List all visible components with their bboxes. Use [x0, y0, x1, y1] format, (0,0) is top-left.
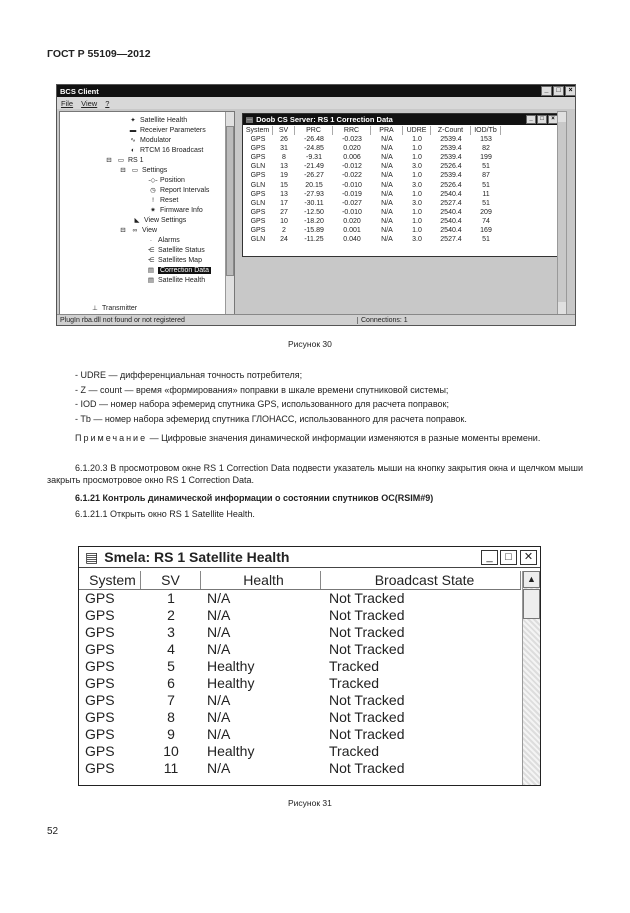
- section-heading-6-1-21: 6.1.21 Контроль динамической информации о состоянии спутников ОС(RSIM#9): [75, 493, 434, 503]
- table-row[interactable]: [79, 590, 521, 607]
- cell: 2540.4: [440, 208, 462, 216]
- cell: -11.25: [304, 236, 324, 244]
- cell: 2539.4: [440, 145, 462, 153]
- cell: N/A: [381, 163, 393, 171]
- modulator-icon: ∿: [130, 137, 136, 144]
- cell: GPS: [250, 190, 266, 198]
- expand-icon[interactable]: ⊟: [106, 157, 112, 164]
- cell: 0.001: [343, 227, 361, 235]
- cell: 7: [167, 692, 175, 708]
- cell: 2539.4: [440, 136, 462, 144]
- cell: PRA: [371, 126, 403, 135]
- cell: 1: [167, 590, 175, 606]
- minimize-button[interactable]: _: [526, 115, 536, 124]
- map-icon: ⋲: [147, 257, 155, 264]
- table-row: [243, 226, 501, 235]
- table-row: [243, 162, 501, 171]
- maximize-button[interactable]: □: [500, 550, 517, 565]
- cell: RRC: [333, 126, 371, 135]
- cell: 87: [482, 172, 490, 180]
- cell: N/A: [381, 154, 393, 162]
- cell: 2540.4: [440, 217, 462, 225]
- table-row[interactable]: [79, 641, 521, 658]
- cell: 9: [167, 726, 175, 742]
- cell: N/A: [207, 692, 231, 708]
- cell: 3.0: [412, 199, 422, 207]
- cell: Tracked: [329, 658, 380, 674]
- tree-item-firmware-info[interactable]: ✷ Firmware Info: [148, 205, 203, 215]
- cell: -18.20: [304, 217, 324, 225]
- maximize-button[interactable]: □: [537, 115, 547, 124]
- cell: 0.020: [343, 217, 361, 225]
- main-scrollbar[interactable]: [557, 111, 567, 315]
- cell: 6: [167, 675, 175, 691]
- tree-item-view-settings[interactable]: ◣ View Settings: [132, 215, 186, 225]
- text-z-count: - Z — count — время «формирования» поправки в шкале времени спутниковой системы;: [75, 385, 449, 395]
- tree-item-satellites-map[interactable]: ⋲ Satellites Map: [147, 256, 202, 264]
- cell: GLN: [250, 199, 266, 207]
- cell: 1.0: [412, 217, 422, 225]
- cell: GPS: [85, 590, 115, 606]
- tree-item-correction-data[interactable]: ▤ Correction Data: [147, 266, 210, 274]
- alarm-icon: ·: [149, 236, 153, 244]
- cell: GPS: [85, 675, 115, 691]
- cell: Tracked: [329, 743, 380, 759]
- cell: 10: [163, 743, 179, 759]
- position-icon: -◇-: [148, 177, 158, 184]
- cell: 199: [480, 154, 492, 162]
- cell: N/A: [381, 190, 393, 198]
- menu-help[interactable]: ?: [105, 98, 110, 108]
- cell: N/A: [381, 136, 393, 144]
- figure-caption-31: Рисунок 31: [288, 798, 332, 808]
- satellite-health-scrollbar[interactable]: [522, 571, 540, 785]
- cell: 153: [480, 136, 492, 144]
- cell: 74: [482, 217, 490, 225]
- cell: 2539.4: [440, 154, 462, 162]
- cell: 169: [480, 227, 492, 235]
- cell: 2526.4: [440, 181, 462, 189]
- cell: GPS: [85, 726, 115, 742]
- cell: -26.27: [304, 172, 324, 180]
- table-row[interactable]: [79, 743, 521, 760]
- cell: 2: [167, 607, 175, 623]
- correction-data-table: [243, 126, 501, 244]
- cell: 26: [280, 136, 288, 144]
- binoculars-icon: ∞: [132, 226, 138, 234]
- cell: 11: [163, 760, 179, 776]
- figure-caption-30: Рисунок 30: [288, 339, 332, 349]
- cell: 2540.4: [440, 190, 462, 198]
- expand-icon[interactable]: ⊟: [120, 167, 126, 174]
- expand-icon[interactable]: ⊟: [120, 227, 126, 234]
- doc-icon: ▤: [147, 277, 155, 284]
- cell: -0.012: [342, 163, 362, 171]
- firmware-icon: ✷: [150, 207, 156, 214]
- table-row: [243, 190, 501, 199]
- cell: GPS: [85, 641, 115, 657]
- cell: 51: [482, 181, 490, 189]
- table-row: [243, 181, 501, 190]
- cell: GLN: [250, 236, 266, 244]
- cell: -15.89: [304, 227, 324, 235]
- satellite-health-title: Smela: RS 1 Satellite Health: [104, 549, 290, 565]
- cell: Not Tracked: [329, 607, 405, 623]
- minimize-button[interactable]: _: [541, 86, 552, 96]
- connections-status: Connections: 1: [357, 317, 408, 324]
- cell: 2540.4: [440, 227, 462, 235]
- cell: -0.019: [342, 190, 362, 198]
- cell: 0.020: [343, 145, 361, 153]
- tree-item-settings[interactable]: ⊟ ▭ Settings: [118, 165, 167, 175]
- cell: -21.49: [304, 163, 324, 171]
- cell: Not Tracked: [329, 590, 405, 606]
- cell: System: [243, 126, 273, 135]
- column-header[interactable]: SV: [141, 571, 201, 589]
- paragraph-6-1-21-1: 6.1.21.1 Открыть окно RS 1 Satellite Health.: [75, 509, 255, 519]
- cell: Not Tracked: [329, 760, 405, 776]
- cell: 2526.4: [440, 163, 462, 171]
- tree-item-transmitter[interactable]: ⊥ Transmitter: [90, 303, 137, 313]
- receiver-icon: ▬: [129, 126, 137, 134]
- table-row: [243, 153, 501, 162]
- cell: N/A: [207, 709, 231, 725]
- table-row[interactable]: [79, 709, 521, 726]
- cell: GLN: [250, 181, 266, 189]
- cell: 31: [280, 145, 288, 153]
- bcs-client-window: [56, 84, 576, 326]
- settings-icon: ▭: [131, 167, 139, 174]
- cell: GPS: [250, 227, 266, 235]
- cell: 3: [167, 624, 175, 640]
- cell: UDRE: [403, 126, 431, 135]
- cell: GPS: [250, 217, 266, 225]
- cell: 4: [167, 641, 175, 657]
- transmitter-icon: ⊥: [92, 305, 98, 312]
- cell: PRC: [295, 126, 333, 135]
- column-header[interactable]: Broadcast State: [321, 571, 521, 589]
- cell: 2: [282, 227, 286, 235]
- cell: 1.0: [412, 145, 422, 153]
- cell: N/A: [381, 236, 393, 244]
- table-row[interactable]: [79, 675, 521, 692]
- server-icon: ▭: [117, 157, 125, 164]
- broadcast-icon: ◐: [131, 146, 135, 154]
- tree-item-view[interactable]: ⊟ ∞ View: [118, 225, 157, 235]
- minimize-button[interactable]: _: [481, 550, 498, 565]
- cell: Not Tracked: [329, 692, 405, 708]
- cell: 27: [280, 208, 288, 216]
- cell: Healthy: [207, 743, 255, 759]
- cell: -9.31: [306, 154, 322, 162]
- table-row: [243, 135, 501, 144]
- table-row[interactable]: [79, 726, 521, 743]
- cell: N/A: [207, 760, 231, 776]
- close-button[interactable]: ×: [548, 115, 558, 124]
- cell: 2527.4: [440, 236, 462, 244]
- reset-icon: !: [152, 196, 154, 204]
- document-header: ГОСТ Р 55109—2012: [47, 48, 151, 60]
- cell: 19: [280, 172, 288, 180]
- status-bar: [57, 314, 575, 325]
- cell: GPS: [250, 136, 266, 144]
- cell: N/A: [381, 208, 393, 216]
- cell: GPS: [250, 145, 266, 153]
- cell: 1.0: [412, 154, 422, 162]
- cell: IOD/Tb: [471, 126, 501, 135]
- cell: 2527.4: [440, 199, 462, 207]
- cell: 24: [280, 236, 288, 244]
- cell: 11: [482, 190, 490, 198]
- page-number: 52: [47, 826, 59, 837]
- cell: 51: [482, 199, 490, 207]
- correction-data-window: [242, 113, 562, 257]
- tree-item-satellite-status[interactable]: ⋲ Satellite Status: [147, 246, 205, 254]
- cell: Not Tracked: [329, 709, 405, 725]
- navigation-tree: [59, 111, 235, 315]
- cell: N/A: [381, 145, 393, 153]
- table-row: [243, 217, 501, 226]
- tree-item-modulator[interactable]: ∿ Modulator: [128, 135, 171, 145]
- cell: -27.93: [304, 190, 324, 198]
- doc-icon: ▤: [147, 267, 155, 274]
- table-row[interactable]: [79, 692, 521, 709]
- cell: 8: [282, 154, 286, 162]
- tree-item-rs1[interactable]: ⊟ ▭ RS 1: [104, 155, 144, 165]
- cell: Not Tracked: [329, 624, 405, 640]
- cell: 13: [280, 190, 288, 198]
- cell: 1.0: [412, 208, 422, 216]
- close-button[interactable]: ✕: [520, 550, 537, 565]
- cell: N/A: [381, 172, 393, 180]
- cell: 209: [480, 208, 492, 216]
- note-text: — Цифровые значения динамической информации изменяются в разные моменты времени.: [149, 433, 541, 443]
- cell: 20.15: [305, 181, 323, 189]
- text-iod: - IOD — номер набора эфемерид спутника GPS, использованного для расчета поправок;: [75, 399, 449, 409]
- cell: 13: [280, 163, 288, 171]
- tree-item-alarms[interactable]: · Alarms: [146, 235, 180, 245]
- cell: N/A: [207, 607, 231, 623]
- cell: 1.0: [412, 136, 422, 144]
- satellite-health-table: [79, 571, 521, 777]
- scroll-thumb[interactable]: [523, 589, 540, 619]
- cell: GLN: [250, 163, 266, 171]
- table-row[interactable]: [79, 658, 521, 675]
- column-header[interactable]: Health: [201, 571, 321, 589]
- cell: GPS: [250, 154, 266, 162]
- table-row: [243, 171, 501, 180]
- cell: N/A: [381, 181, 393, 189]
- cell: Tracked: [329, 675, 380, 691]
- correction-data-titlebar: [243, 114, 561, 125]
- cell: GPS: [85, 760, 115, 776]
- cell: 3.0: [412, 163, 422, 171]
- cell: 0.006: [343, 154, 361, 162]
- cell: N/A: [381, 217, 393, 225]
- satellite-health-window: [78, 546, 541, 786]
- tree-item-satellite-health-2[interactable]: ▤ Satellite Health: [147, 276, 206, 284]
- scroll-up-icon[interactable]: ▲: [523, 571, 540, 588]
- menu-view[interactable]: View: [81, 98, 98, 108]
- cell: GPS: [85, 658, 115, 674]
- cell: Healthy: [207, 675, 255, 691]
- cell: 51: [482, 236, 490, 244]
- table-row[interactable]: [79, 607, 521, 624]
- cell: GPS: [85, 692, 115, 708]
- main-scroll-thumb[interactable]: [558, 122, 566, 302]
- maximize-button[interactable]: □: [553, 86, 564, 96]
- note-paragraph: [47, 432, 583, 444]
- table-row: [243, 144, 501, 153]
- table-header: [79, 571, 521, 590]
- table-row: [243, 199, 501, 208]
- cell: 1.0: [412, 172, 422, 180]
- cell: 17: [280, 199, 288, 207]
- cell: Healthy: [207, 658, 255, 674]
- cell: 2539.4: [440, 172, 462, 180]
- status-message: PlugIn rba.dll not found or not registered: [60, 316, 185, 324]
- doc-icon: ▤: [246, 115, 254, 124]
- cell: -30.11: [304, 199, 324, 207]
- clock-icon: ◷: [150, 187, 156, 194]
- view-settings-icon: ◣: [134, 217, 140, 224]
- cell: N/A: [381, 199, 393, 207]
- cell: GPS: [85, 624, 115, 640]
- menu-bar: [57, 97, 575, 109]
- cell: N/A: [207, 726, 231, 742]
- satellite-health-titlebar: [79, 547, 540, 568]
- cell: 10: [280, 217, 288, 225]
- cell: N/A: [381, 227, 393, 235]
- tree-item-receiver-parameters[interactable]: ▬ Receiver Parameters: [129, 126, 206, 134]
- cell: N/A: [207, 624, 231, 640]
- cell: GPS: [85, 607, 115, 623]
- tree-item-satellite-health[interactable]: ✦ Satellite Health: [128, 115, 187, 125]
- close-button[interactable]: ×: [565, 86, 576, 96]
- cell: -0.010: [342, 208, 362, 216]
- window-title: BCS Client: [60, 86, 99, 96]
- bcs-client-titlebar: [57, 85, 575, 97]
- cell: 5: [167, 658, 175, 674]
- cell: -12.50: [304, 208, 324, 216]
- table-row[interactable]: [79, 624, 521, 641]
- cell: 15: [280, 181, 288, 189]
- cell: -0.010: [342, 181, 362, 189]
- table-row[interactable]: [79, 760, 521, 777]
- cell: -0.023: [342, 136, 362, 144]
- cell: -24.85: [304, 145, 324, 153]
- tree-item-rtcm-broadcast[interactable]: ◐ RTCM 16 Broadcast: [128, 145, 203, 155]
- cell: N/A: [207, 590, 231, 606]
- cell: N/A: [207, 641, 231, 657]
- cell: Z-Count: [431, 126, 471, 135]
- doc-icon: ▤: [85, 548, 99, 565]
- cell: 3.0: [412, 181, 422, 189]
- menu-file[interactable]: File: [61, 98, 74, 108]
- cell: Not Tracked: [329, 726, 405, 742]
- cell: Not Tracked: [329, 641, 405, 657]
- cell: -0.022: [342, 172, 362, 180]
- cell: 51: [482, 163, 490, 171]
- text-tb: - Tb — номер набора эфемерид спутника ГЛОНАСС, использованного для расчета поправок.: [75, 414, 467, 424]
- table-header: [243, 126, 501, 135]
- cell: GPS: [85, 709, 115, 725]
- cell: -0.027: [342, 199, 362, 207]
- tree-scrollbar[interactable]: [225, 112, 234, 314]
- status-icon: ⋲: [147, 247, 155, 254]
- tree-item-reset[interactable]: ! Reset: [148, 195, 178, 205]
- tree-item-report-intervals[interactable]: ◷ Report Intervals: [148, 185, 209, 195]
- table-row: [243, 235, 501, 244]
- cell: 82: [482, 145, 490, 153]
- cell: 8: [167, 709, 175, 725]
- cell: 1.0: [412, 227, 422, 235]
- cell: GPS: [85, 743, 115, 759]
- health-icon: ✦: [130, 117, 136, 124]
- cell: -26.48: [304, 136, 324, 144]
- tree-scroll-thumb[interactable]: [226, 126, 234, 276]
- correction-data-title: Doob CS Server: RS 1 Correction Data: [256, 115, 393, 124]
- paragraph-6-1-20-3: 6.1.20.3 В просмотровом окне RS 1 Correction Data подвести указатель мыши на кнопку закрытия окна и щелчком мыши закрыть просмотровое окно RS 1 Correction Data.: [47, 463, 583, 485]
- column-header[interactable]: System: [79, 571, 141, 589]
- text-udre: - UDRE — дифференциальная точность потребителя;: [75, 370, 303, 380]
- cell: 3.0: [412, 236, 422, 244]
- cell: GPS: [250, 172, 266, 180]
- table-row: [243, 208, 501, 217]
- cell: SV: [273, 126, 295, 135]
- note-label: Примечание: [75, 433, 148, 443]
- cell: 1.0: [412, 190, 422, 198]
- cell: GPS: [250, 208, 266, 216]
- cell: 0.040: [343, 236, 361, 244]
- tree-item-position[interactable]: -◇- Position: [148, 176, 185, 184]
